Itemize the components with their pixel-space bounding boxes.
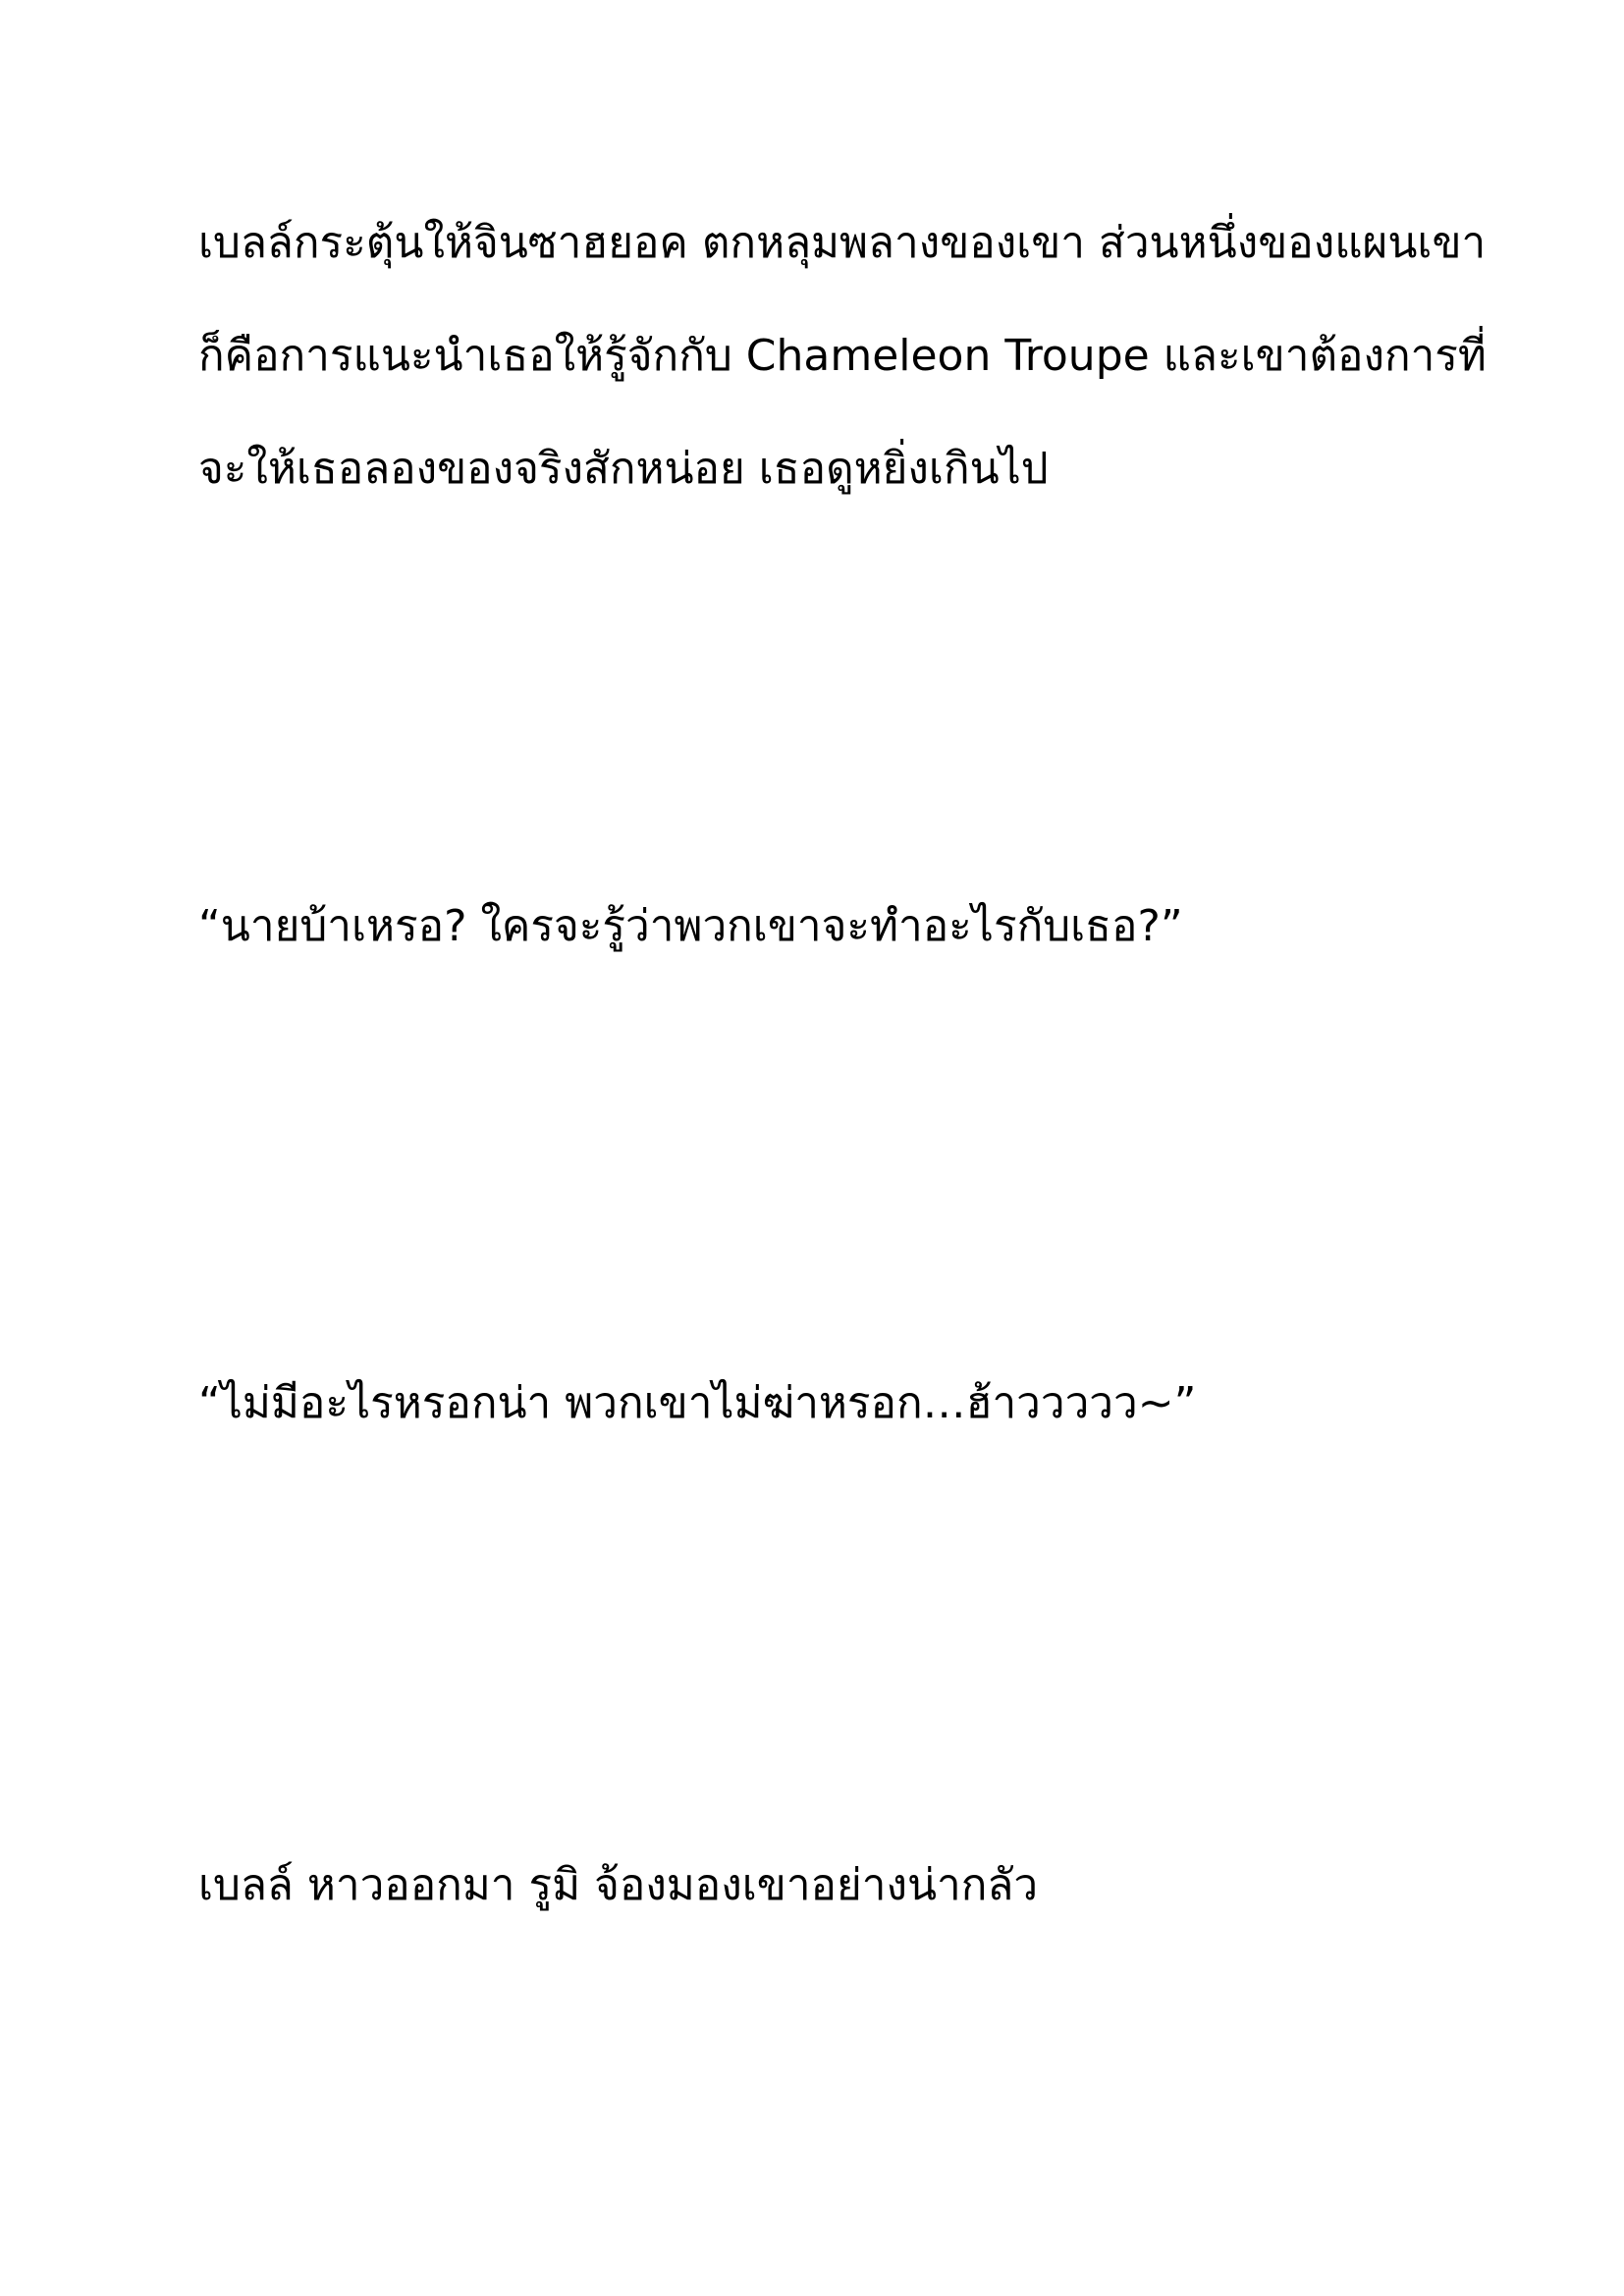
text-line: “ไม่มีอะไรหรอกน่า พวกเขาไม่ฆ่าหรอก…ฮ้าววววว~” <box>198 1378 1197 1428</box>
text-line: เบลล์ หาวออกมา รูมิ จ้องมองเขาอย่างน่ากลัว <box>198 1860 1039 1910</box>
paragraph-narration-1 <box>198 187 1487 525</box>
text-line: เบลล์กระตุ้นให้จินซาฮยอค ตกหลุมพลางของเขา ส่วนหนึ่งของแผนเขา <box>198 218 1487 268</box>
text-line: จะให้เธอลองของจริงสักหน่อย เธอดูหยิ่งเกินไป <box>198 444 1049 494</box>
paragraph-narration-2 <box>198 1829 1475 1942</box>
paragraph-dialogue-2 <box>198 1347 1475 1460</box>
text-line: “นายบ้าเหรอ? ใครจะรู้ว่าพวกเขาจะทำอะไรกับเธอ?” <box>198 901 1183 951</box>
paragraph-dialogue-1 <box>198 870 1475 983</box>
text-line: ก็คือการแนะนำเธอให้รู้จักกับ Chameleon Troupe และเขาต้องการที่ <box>198 331 1487 381</box>
